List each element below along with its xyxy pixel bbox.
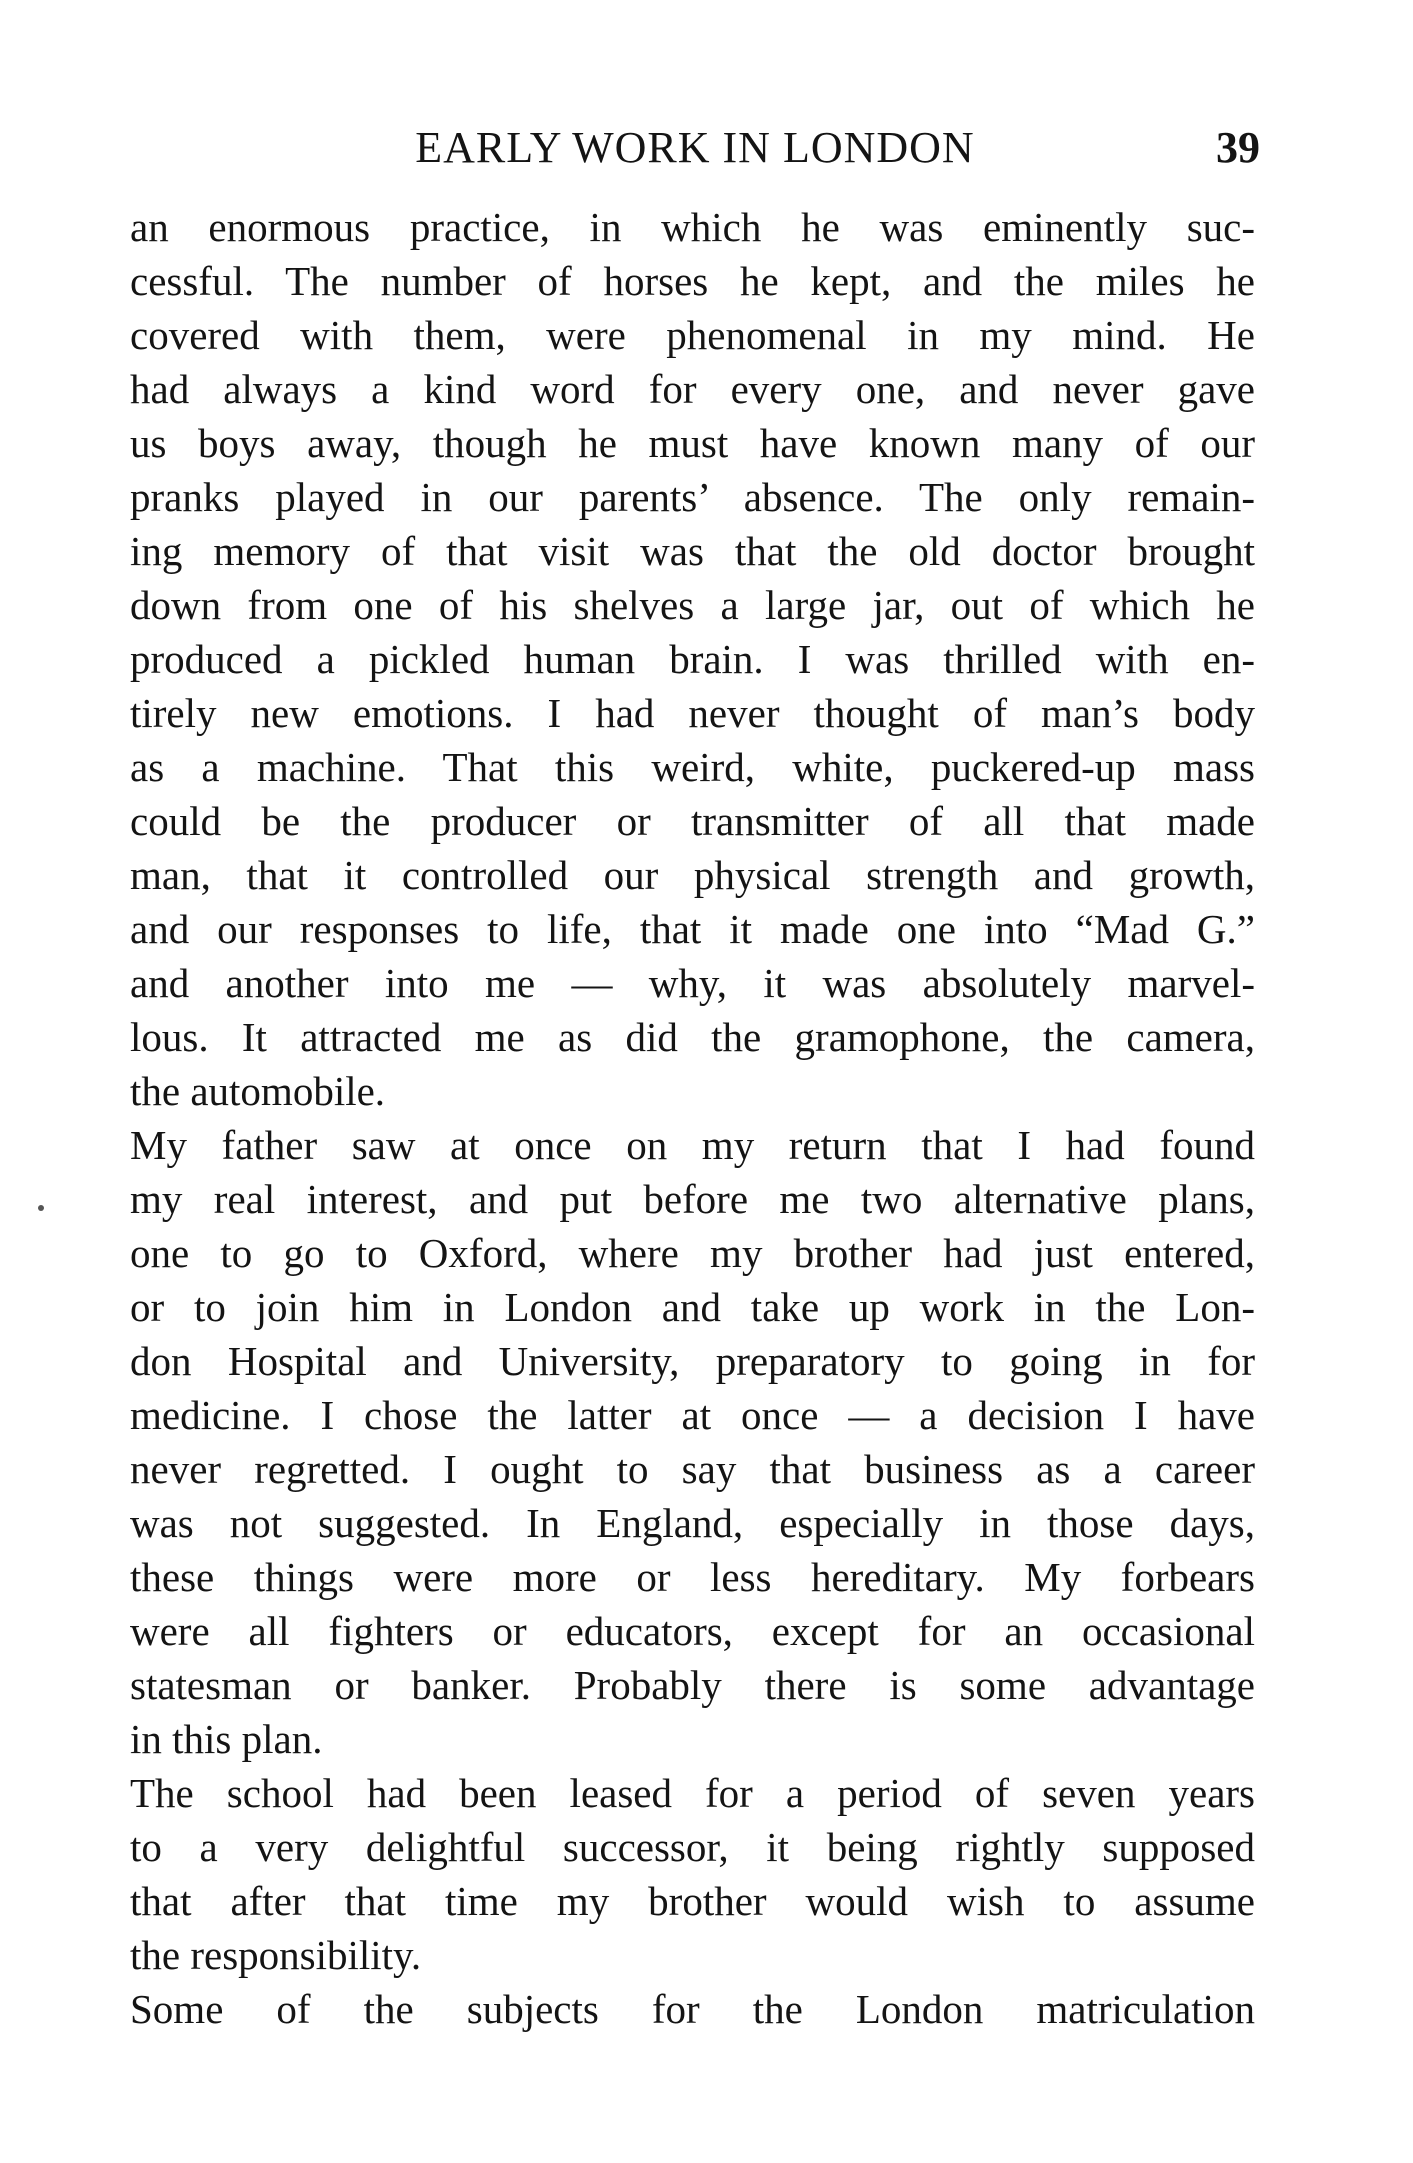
body-text (130, 200, 1255, 2036)
text-line: the automobile. (130, 1068, 386, 1114)
text-line: down from one of his shelves a large jar, out of which he (130, 582, 1255, 628)
text-line: us boys away, though he must have known many of our (130, 420, 1255, 466)
text-line: cessful. The number of horses he kept, and the miles he (130, 258, 1255, 304)
text-line: and another into me — why, it was absolutely marvel- (130, 960, 1255, 1006)
text-line: My father saw at once on my return that I had found (130, 1122, 1255, 1168)
text-line: tirely new emotions. I had never thought of man’s body (130, 690, 1255, 736)
text-line: produced a pickled human brain. I was thrilled with en- (130, 636, 1255, 682)
text-line: statesman or banker. Probably there is some advantage (130, 1662, 1255, 1708)
text-line: that after that time my brother would wish to assume (130, 1878, 1255, 1924)
text-line: man, that it controlled our physical strength and growth, (130, 852, 1255, 898)
text-line: in this plan. (130, 1716, 323, 1762)
text-line: pranks played in our parents’ absence. The only remain- (130, 474, 1255, 520)
text-line: or to join him in London and take up work in the Lon- (130, 1284, 1255, 1330)
text-line: and our responses to life, that it made one into “Mad G.” (130, 906, 1255, 952)
page-number: 39 (1216, 123, 1260, 172)
text-line: to a very delightful successor, it being rightly supposed (130, 1824, 1255, 1870)
text-line: The school had been leased for a period of seven years (130, 1770, 1255, 1816)
scan-speck (38, 1205, 44, 1211)
text-line: these things were more or less hereditary. My forbears (130, 1554, 1255, 1600)
text-line: medicine. I chose the latter at once — a decision I have (130, 1392, 1255, 1438)
text-line: never regretted. I ought to say that business as a career (130, 1446, 1255, 1492)
text-line: the responsibility. (130, 1932, 422, 1978)
text-line: an enormous practice, in which he was eminently suc- (130, 204, 1255, 250)
text-line: Some of the subjects for the London matriculation (130, 1986, 1255, 2032)
text-line: could be the producer or transmitter of all that made (130, 798, 1255, 844)
text-line: one to go to Oxford, where my brother had just entered, (130, 1230, 1255, 1276)
running-head (130, 118, 1260, 178)
text-line: had always a kind word for every one, and never gave (130, 366, 1255, 412)
running-title: EARLY WORK IN LONDON (415, 123, 975, 172)
text-line: don Hospital and University, preparatory to going in for (130, 1338, 1255, 1384)
text-line: ing memory of that visit was that the old doctor brought (130, 528, 1255, 574)
text-line: as a machine. That this weird, white, puckered-up mass (130, 744, 1255, 790)
text-line: my real interest, and put before me two alternative plans, (130, 1176, 1255, 1222)
text-line: were all fighters or educators, except for an occasional (130, 1608, 1255, 1654)
text-line: was not suggested. In England, especially in those days, (130, 1500, 1255, 1546)
text-line: covered with them, were phenomenal in my mind. He (130, 312, 1255, 358)
text-line: lous. It attracted me as did the gramophone, the camera, (130, 1014, 1255, 1060)
